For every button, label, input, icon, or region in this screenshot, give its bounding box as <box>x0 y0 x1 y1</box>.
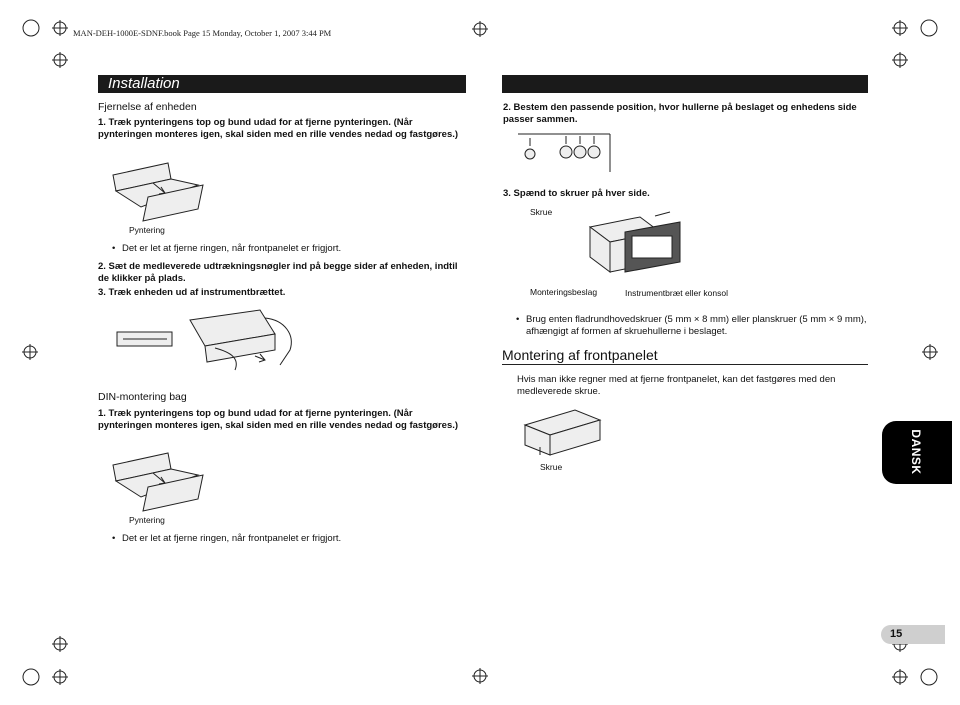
unit-extraction-illustration <box>115 310 305 375</box>
language-tab <box>882 421 952 484</box>
din-heading: DIN-montering bag <box>98 391 187 403</box>
mount-step-3: 3. Spænd to skruer på hver side. <box>503 188 650 199</box>
page-number: 15 <box>881 625 945 644</box>
front-screw-caption: Skrue <box>540 462 563 472</box>
front-panel-heading-rule <box>502 364 868 365</box>
removal-step-2: 2. Sæt de medleverede udtrækningsnøgler ind på begge sider af enheden, indtil de klikker på plads. <box>98 261 458 284</box>
din-trim-ring-illustration <box>113 453 223 508</box>
language-tab-label: DANSK <box>909 429 923 475</box>
din-note: • Det er let at fjerne ringen, når frontpanelet er frigjort. <box>122 533 341 545</box>
removal-step-1: 1. Træk pynteringens top og bund udad for at fjerne pynteringen. (Når pynteringen monteres igen, skal siden med en rille vendes nedad og fastgøres.) <box>98 117 459 140</box>
trim-ring-removal-illustration <box>113 163 223 218</box>
screw-note: • Brug enten fladrundhovedskruer (5 mm × 8 mm) eller planskruer (5 mm × 9 mm), afhængigt af formen af skruehullerne i beslaget. <box>526 314 871 338</box>
section-title: Installation <box>108 75 180 92</box>
screw-caption: Skrue <box>530 207 553 217</box>
file-info: MAN-DEH-1000E-SDNF.book Page 15 Monday, October 1, 2007 3:44 PM <box>73 28 332 38</box>
front-panel-screw-illustration <box>520 405 610 460</box>
removal-step-3: 3. Træk enheden ud af instrumentbrættet. <box>98 287 286 298</box>
dash-caption: Instrumentbræt eller konsol <box>625 288 728 298</box>
removal-heading: Fjernelse af enheden <box>98 101 197 113</box>
trim-note: • Det er let at fjerne ringen, når frontpanelet er frigjort. <box>122 243 341 255</box>
front-panel-heading: Montering af frontpanelet <box>502 347 658 363</box>
section-header-bar-right <box>502 75 868 93</box>
din-trim-caption: Pyntering <box>129 515 165 525</box>
screw-mounting-illustration <box>580 212 690 282</box>
front-panel-text: Hvis man ikke regner med at fjerne frontpanelet, kan det fastgøres med den medleverede skrue. <box>517 374 836 397</box>
din-step-1: 1. Træk pynteringens top og bund udad for at fjerne pynteringen. (Når pynteringen monteres igen, skal siden med en rille vendes nedad og fastgøres.) <box>98 408 459 431</box>
mount-step-2: 2. Bestem den passende position, hvor hullerne på beslaget og enhedens side passer sammen. <box>503 102 857 125</box>
bracket-alignment-illustration <box>518 134 618 174</box>
section-header-bar-left <box>98 75 466 93</box>
bracket-caption: Monteringsbeslag <box>530 287 598 297</box>
trim-caption: Pyntering <box>129 225 165 235</box>
